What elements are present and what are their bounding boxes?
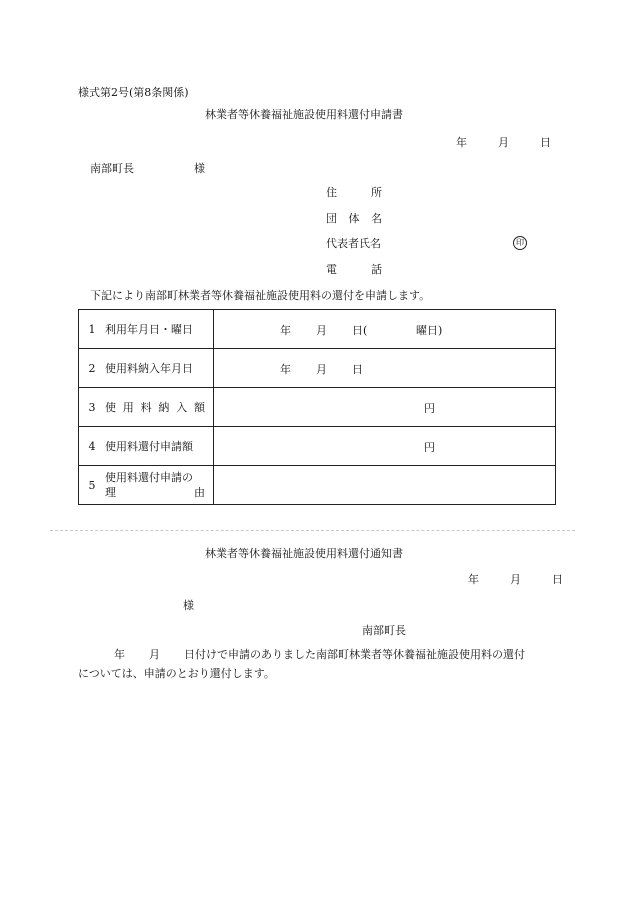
application-table [78,309,556,505]
notice-issuer: 南部町長 [362,624,406,637]
date-month: 月 [498,136,509,149]
notice-body-line2: については、申請のとおり還付します。 [78,667,275,680]
usage-date-value: 年 月 日( 曜日) [214,310,556,349]
cut-line [50,530,575,531]
row-number: 2 [79,349,106,388]
payment-date-value: 年 月 日 [214,349,556,388]
table-row [79,349,556,388]
paid-amount-value: 円 [214,388,556,427]
table-row [79,427,556,466]
refund-amount-value: 円 [214,427,556,466]
refund-reason-value [214,466,556,505]
application-intro: 下記により南部町林業者等休養福祉施設使用料の還付を申請します。 [90,289,431,302]
seal-mark: 印 [513,236,527,250]
addressee: 南部町長 [90,162,134,175]
row-number: 1 [79,310,106,349]
row-label: 使用料還付申請の 理 由 [105,466,214,505]
notice-body-line1: 年 月 日付けで申請のありました南部町林業者等休養福祉施設使用料の還付 [114,648,525,661]
row-label: 使用料還付申請額 [105,427,214,466]
table-row [79,310,556,349]
notice-date: 年 月 日 [468,573,563,586]
address-label: 住 所 [326,186,382,199]
row-number: 5 [79,466,106,505]
notice-honorific: 様 [183,599,194,612]
date-day: 日 [540,136,551,149]
application-date [456,134,551,150]
notice-title: 林業者等休養福祉施設使用料還付通知書 [205,547,403,560]
row-label: 利用年月日・曜日 [105,310,214,349]
table-row [79,388,556,427]
representative-label: 代表者氏名 [326,237,381,250]
form-number: 様式第2号(第8条関係) [78,86,189,99]
phone-label: 電 話 [326,263,382,276]
group-name-label: 団 体 名 [326,212,382,225]
application-title: 林業者等休養福祉施設使用料還付申請書 [205,108,403,121]
row-number: 3 [79,388,106,427]
row-number: 4 [79,427,106,466]
date-year: 年 [456,136,467,149]
addressee-honorific: 様 [194,162,205,175]
table-row [79,466,556,505]
row-label: 使 用 料 納 入 額 [105,388,214,427]
row-label: 使用料納入年月日 [105,349,214,388]
